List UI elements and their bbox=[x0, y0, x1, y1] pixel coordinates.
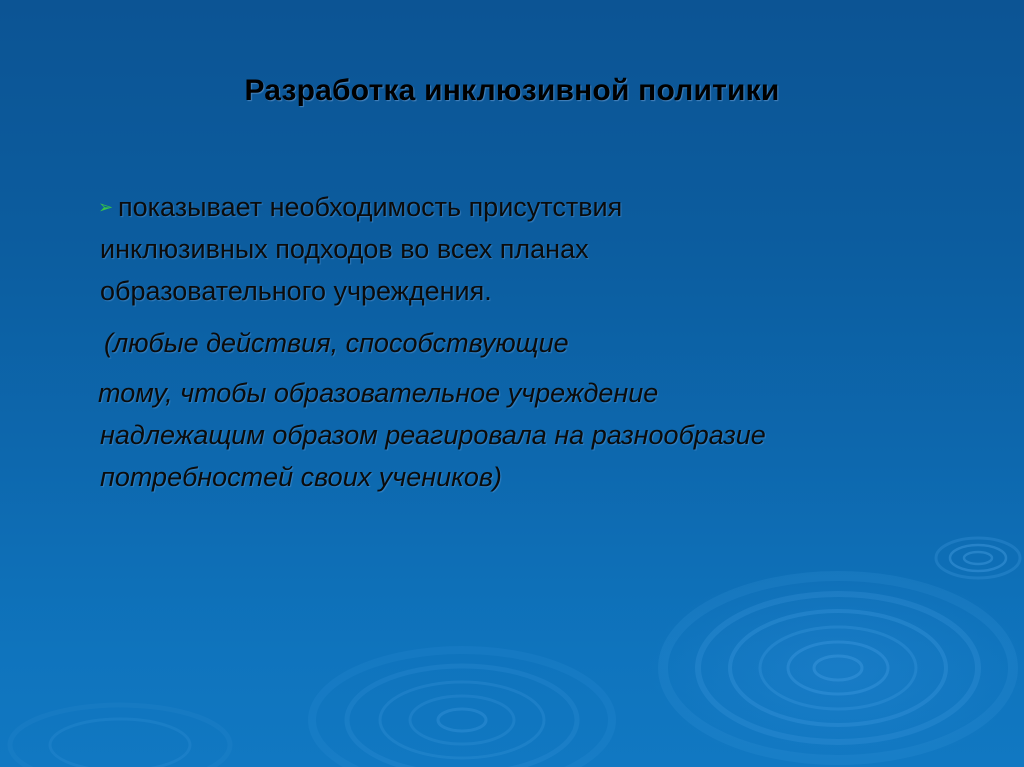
ripple-large-right bbox=[663, 576, 1013, 760]
note-line: надлежащим образом реагировала на разнообразие bbox=[100, 420, 766, 450]
bullet-line: образовательного учреждения. bbox=[100, 276, 492, 306]
bullet-line: инклюзивных подходов во всех планах bbox=[100, 234, 589, 264]
ripple-center-bottom bbox=[312, 650, 612, 767]
note-line: потребностей своих учеников) bbox=[100, 462, 502, 492]
arrow-bullet-icon: ➢ bbox=[98, 197, 114, 217]
bullet-line: показывает необходимость присутствия bbox=[118, 192, 623, 222]
slide-title: Разработка инклюзивной политики bbox=[244, 74, 780, 107]
bullet-item bbox=[100, 186, 980, 312]
note-text bbox=[100, 372, 980, 498]
ripple-left-bottom bbox=[10, 705, 230, 767]
note-first-line: (любые действия, способствующие bbox=[104, 328, 569, 358]
slide-content bbox=[100, 186, 980, 498]
note-line: тому, чтобы образовательное учреждение bbox=[98, 378, 659, 408]
ripple-small-right bbox=[936, 538, 1020, 578]
